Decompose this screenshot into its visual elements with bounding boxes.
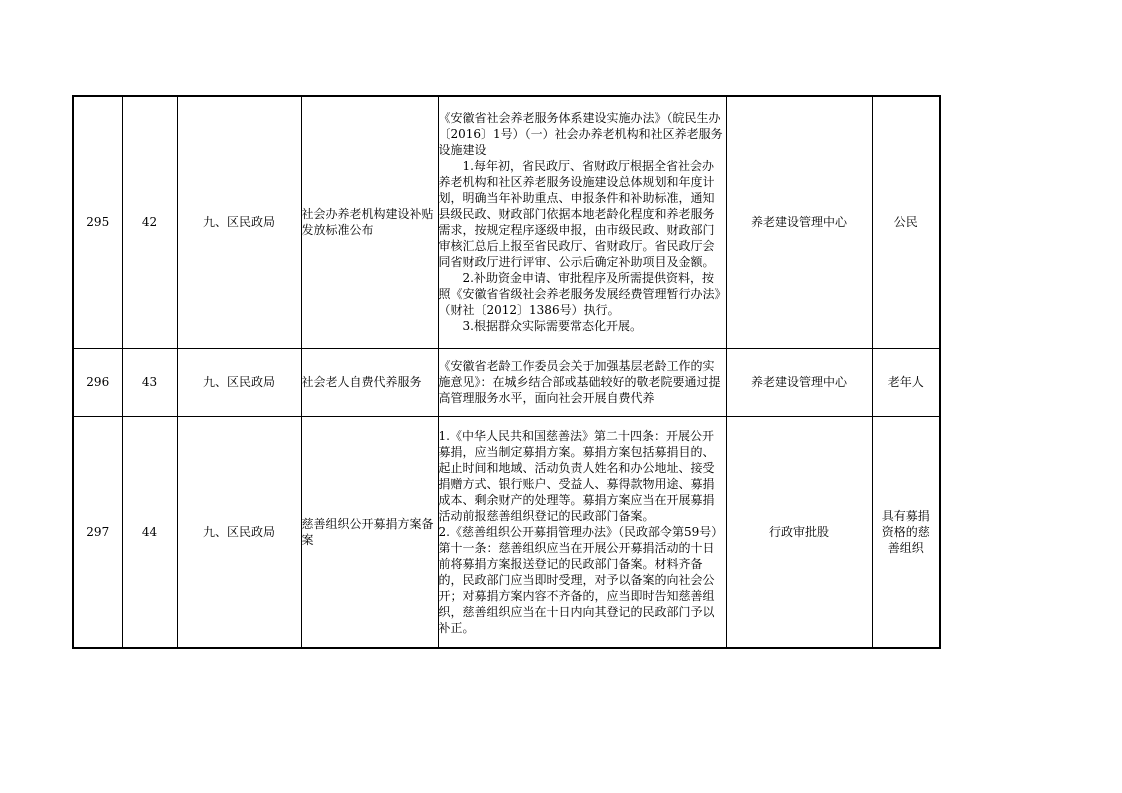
item-cell: 社会老人自费代养服务 [301, 348, 438, 416]
department-cell: 九、区民政局 [177, 348, 301, 416]
unit-cell: 行政审批股 [726, 416, 872, 648]
public-service-table [72, 95, 941, 649]
table-row [73, 96, 940, 348]
table-row [73, 416, 940, 648]
sub-seq-cell: 43 [122, 348, 177, 416]
department-cell: 九、区民政局 [177, 96, 301, 348]
basis-cell [438, 348, 726, 416]
basis-paragraph: 1.每年初，省民政厅、省财政厅根据全省社会办养老机构和社区养老服务设施建设总体规划和年度计划，明确当年补助重点、申报条件和补助标准，通知县级民政、财政部门依据本地老龄化程度和养老服务需求，按规定程序逐级申报，由市级民政、财政部门审核汇总后上报至省民政厅、省财政厅。省民政厅会同省财政厅进行评审、公示后确定补助项目及金额。 [438, 159, 715, 270]
seq-cell: 295 [73, 96, 122, 348]
basis-paragraph: 2.补助资金申请、审批程序及所需提供资料，按照《安徽省省级社会养老服务发展经费管理暂行办法》（财社〔2012〕1386号）执行。 [438, 271, 721, 318]
seq-cell: 296 [73, 348, 122, 416]
unit-cell: 养老建设管理中心 [726, 348, 872, 416]
document-sheet [72, 95, 941, 649]
department-cell: 九、区民政局 [177, 416, 301, 648]
table-row [73, 348, 940, 416]
object-cell: 老年人 [872, 348, 940, 416]
unit-cell: 养老建设管理中心 [726, 96, 872, 348]
basis-cell [438, 96, 726, 348]
sub-seq-cell: 42 [122, 96, 177, 348]
sub-seq-cell: 44 [122, 416, 177, 648]
object-text: 具有募捐资格的慈善组织 [881, 508, 930, 555]
item-cell: 社会办养老机构建设补贴发放标准公布 [301, 96, 438, 348]
object-cell: 公民 [872, 96, 940, 348]
basis-paragraph: 《安徽省社会养老服务体系建设实施办法》（皖民生办〔2016〕1号）（一）社会办养老机构和社区养老服务设施建设 [438, 111, 723, 158]
object-cell [872, 416, 940, 648]
item-cell: 慈善组织公开募捐方案备案 [301, 416, 438, 648]
basis-paragraph: 2.《慈善组织公开募捐管理办法》（民政部令第59号）第十一条：慈善组织应当在开展公开募捐活动的十日前将募捐方案报送登记的民政部门备案。材料齐备的，民政部门应当即时受理，对予以备案的向社会公开；对募捐方案内容不齐备的，应当即时告知慈善组织，慈善组织应当在十日内向其登记的民政部门予以补正。 [438, 524, 724, 635]
basis-cell [438, 416, 726, 648]
basis-paragraph: 3.根据群众实际需要常态化开展。 [462, 319, 642, 334]
basis-paragraph: 1.《中华人民共和国慈善法》第二十四条：开展公开募捐，应当制定募捐方案。募捐方案包括募捐目的、起止时间和地域、活动负责人姓名和办公地址、接受捐赠方式、银行账户、受益人、募得款物用途、募捐成本、剩余财产的处理等。募捐方案应当在开展募捐活动前报慈善组织登记的民政部门备案。 [438, 428, 715, 523]
seq-cell: 297 [73, 416, 122, 648]
basis-paragraph: 《安徽省老龄工作委员会关于加强基层老龄工作的实施意见》：在城乡结合部或基础较好的敬老院要通过提高管理服务水平，面向社会开展自费代养 [438, 359, 721, 405]
